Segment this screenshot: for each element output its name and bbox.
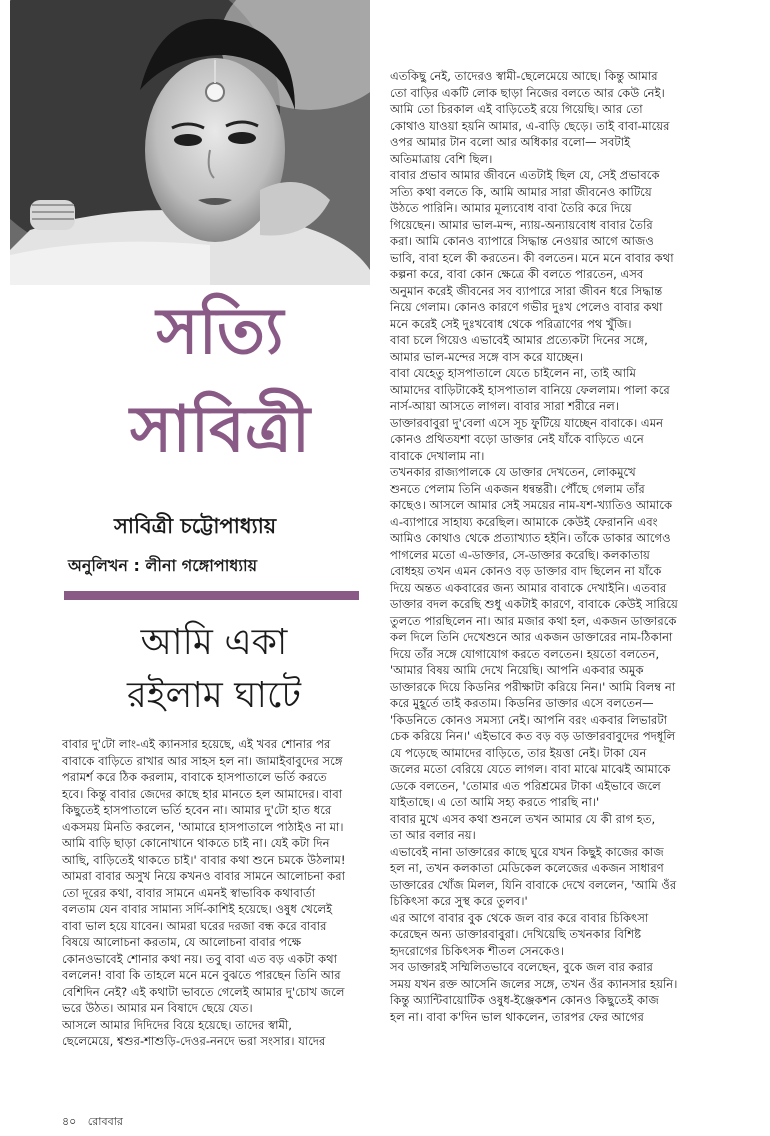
text-line: গিয়েছেন। আমার ভাল-মন্দ, ন্যায়-অন্যায়বোধ বাবার তৈরি xyxy=(390,217,653,232)
text-line: সব ডাক্তারই সম্মিলিতভাবে বলেছেন, বুকে জল বার করার xyxy=(390,960,653,974)
text-line: এর আগে বাবার বুক থেকে জল বার করে বাবার চিকিৎসা xyxy=(390,910,649,925)
text-line: যাইতাছে। এ তো আমি সহ্য করতে পারছি না।' xyxy=(390,795,600,809)
text-line: করা। আমি কোনও ব্যাপারে সিদ্ধান্ত নেওয়ার আগে আজও xyxy=(390,234,654,248)
text-line: দিয়ে তাঁর সঙ্গে যোগাযোগ করতে বলতেন। হয়তো বলতেন, xyxy=(390,646,660,661)
section-name: রোববার xyxy=(87,1115,123,1128)
text-line: কোনও প্রথিতযশা বড়ো ডাক্তার নেই যাঁকে বাড়িতে এনে xyxy=(390,432,644,446)
text-line: সত্যি কথা বলতে কি, আমি আমার সারা জীবনেও কাটিয়ে xyxy=(390,184,652,199)
text-line: অনুমান করেই জীবনের সব ব্যাপারে সারা জীবন ধরে সিদ্ধান্ত xyxy=(390,283,663,298)
text-line: চিকিৎসা করে সুস্থ করে তুলব।' xyxy=(390,894,528,908)
text-line: বাবার মুখে এসব কথা শুনলে তখন আমার যে কী রাগ হত, xyxy=(390,811,656,826)
text-line: আমাদের বাড়িটাকেই হাসপাতাল বানিয়ে ফেললাম। পালা করে xyxy=(390,382,670,397)
text-line: কিন্তু অ্যান্টিবায়োটিক ওষুধ-ইঞ্জেকশন কোনও কিছুতেই কাজ xyxy=(390,993,659,1007)
text-line: ডাক্তারবাবুরা দু'বেলা এসে সূচ ফুটিয়ে যাচ্ছেন বাবাকে। এমন xyxy=(390,415,664,430)
body-column-right xyxy=(390,68,750,1025)
text-line: কিছুতেই হাসপাতালে ভর্তি হবেন না। আমার দু'টো হাত ধরে xyxy=(62,803,332,817)
text-line: বিষয়ে আলোচনা করতাম, যে আলোচনা বাবার পক্ষে xyxy=(62,935,302,949)
text-line: ওপর আমার টান বলো আর অধিকার বলো— সবটাই xyxy=(390,135,631,149)
text-line: ভরে উঠত। আমার মন বিষাদে ছেয়ে যেত। xyxy=(62,1001,253,1015)
text-line: শুনতে পেলাম তিনি একজন ধন্বন্তরী। পৌঁছে গেলাম তাঁর xyxy=(390,481,645,496)
text-line: ডাক্তারকে দিয়ে কিডনির পরীক্ষাটা করিয়ে নিন।' আমি বিলম্ব না xyxy=(390,679,676,694)
text-line: 'কিডনিতে কোনও সমস্যা নেই। আপনি বরং একবার লিভারটা xyxy=(390,712,668,727)
page-number: ৪০ xyxy=(62,1115,77,1128)
text-line: চেক করিয়ে নিন।' এইভাবে কত বড় বড় ডাক্তারবাবুদের পদধূলি xyxy=(390,729,676,743)
title-line-2: সাবিত্রী xyxy=(129,392,311,467)
divider-rule xyxy=(64,591,359,600)
text-line: বাবা ভাল হয়ে যাবেন। আমরা ঘরের দরজা বন্ধ করে বাবার xyxy=(62,918,327,933)
text-line: মনে করেই সেই দুঃখবোধ থেকে পরিত্রাণের পথ খুঁজি। xyxy=(390,316,632,331)
text-line: কোথাও যাওয়া হয়নি আমার, এ-বাড়ি ছেড়ে। তাই বাবা-মায়ের xyxy=(390,118,670,133)
title-line-1: সত্যি xyxy=(156,294,284,369)
text-line: করেছেন অন্য ডাক্তারবাবুরা। দেখিয়েছি তখনকার বিশিষ্ট xyxy=(390,927,642,941)
text-line: বোধহয় তখন এমন কোনও বড় ডাক্তার বাদ ছিলেন না যাঁকে xyxy=(390,564,662,578)
text-line: বাবা যেহেতু হাসপাতালে যেতে চাইলেন না, তাই আমি xyxy=(390,366,636,380)
text-line: হৃদরোগের চিকিৎসক শীতল সেনকেও। xyxy=(390,943,565,958)
text-line: বাবাকে দেখালাম না। xyxy=(390,448,485,463)
text-line: দিয়ে অন্তত একবারের জন্য আমার বাবাকে দেখাইনি। এতবার xyxy=(390,580,667,595)
text-line: পাগলের মতো এ-ডাক্তার, সে-ডাক্তার করেছি। কলকাতায় xyxy=(390,547,650,562)
text-line: ডাক্তার বদল করেছি শুধু একটাই কারণে, বাবাকে কেউই সারিয়ে xyxy=(390,597,678,611)
text-line: তখনকার রাজ্যপালকে যে ডাক্তার দেখতেন, লোকমুখে xyxy=(390,465,636,479)
text-line: আমি বাড়ি ছাড়া কোনোখানে থাকতে চাই না। যেই কটা দিন xyxy=(62,836,330,850)
text-line: এভাবেই নানা ডাক্তারের কাছে ঘুরে যখন কিছুই কাজের কাজ xyxy=(390,844,664,859)
text-line: বাবার প্রভাব আমার জীবনে এতটাই ছিল যে, সেই প্রভাবকে xyxy=(390,168,660,182)
text-line: একসময় মিনতি করলেন, 'আমারে হাসপাতালে পাঠাইও না মা। xyxy=(62,819,344,834)
text-line: বাবাকে বাড়িতে রাখার আর সাহস হল না। জামাইবাবুদের সঙ্গে xyxy=(62,753,343,768)
text-line: কাছেও। আসলে আমার সেই সময়ের নাম-যশ-খ্যাতিও আমাকে xyxy=(390,498,673,512)
text-line: আমি তো চিরকাল এই বাড়িতেই রয়ে গিয়েছি। আর তো xyxy=(390,102,643,116)
headline-line-1: আমি একা xyxy=(140,622,288,663)
author-name: সাবিত্রী চট্টোপাধ্যায় xyxy=(114,514,277,538)
body-column-left xyxy=(62,736,370,1050)
text-line: বলতাম যেন বাবার সামান্য সর্দি-কাশিই হয়েছে। ওষুধ খেলেই xyxy=(62,902,333,916)
text-line: নিয়ে গেলাম। কোনও কারণে গভীর দুঃখ পেলেও বাবার কথা xyxy=(390,300,663,314)
transcription-credit: অনুলিখন : লীনা গঙ্গোপাধ্যায় xyxy=(68,556,258,575)
text-line: আমার ভাল-মন্দের সঙ্গে বাস করে যাচ্ছেন। xyxy=(390,349,584,364)
text-line: বললেন! বাবা কি তাহলে মনে মনে বুঝতে পারছেন তিনি আর xyxy=(62,968,341,982)
text-line: করে মুহূর্তে তাই করতাম। কিডনির ডাক্তার এসে বলতেন— xyxy=(390,696,654,710)
text-line: যে পড়েছে আমাদের বাড়িতে, তার ইয়ত্তা নেই। টাকা যেন xyxy=(390,745,647,760)
text-line: সময় যখন রক্ত আসেনি জলের সঙ্গে, তখন ওঁর ক্যানসার হয়নি। xyxy=(390,976,678,991)
text-line: হল না। বাবা ক'দিন ভাল থাকলেন, তারপর ফের আগের xyxy=(390,1009,644,1024)
text-line: তা আর বলার নয়। xyxy=(390,828,476,842)
text-line: হল না, তখন কলকাতা মেডিকেল কলেজের একজন সাধারণ xyxy=(390,861,664,875)
text-line: আছি, বাড়িতেই থাকতে চাই।' বাবার কথা শুনে চমকে উঠলাম! xyxy=(62,852,346,867)
portrait-photo xyxy=(10,0,370,285)
text-line: ছেলেমেয়ে, শ্বশুর-শাশুড়ি-দেওর-ননদে ভরা সংসার। যাদের xyxy=(62,1034,326,1048)
page-footer xyxy=(62,1113,131,1132)
text-line: আমিও কোথাও থেকে প্রত্যাখ্যাত হইনি। তাঁকে ডাকার আগেও xyxy=(390,531,671,545)
text-line: কল দিলে তিনি দেখেশুনে আর একজন ডাক্তারের নাম-ঠিকানা xyxy=(390,630,673,644)
text-line: বাবা চলে গিয়েও এভাবেই আমার প্রত্যেকটা দিনের সঙ্গে, xyxy=(390,333,648,347)
text-line: 'আমার বিষয় আমি দেখে নিয়েছি। আপনি একবার অমুক xyxy=(390,663,644,677)
text-line: ভাবি, বাবা হলে কী করতেন। কী বলতেন। মনে মনে বাবার কথা xyxy=(390,250,674,265)
text-line: ডেকে বলতেন, 'তোমার এত পরিশ্রমের টাকা এইভাবে জলে xyxy=(390,778,661,793)
text-line: বেশিদিন নেই? এই কথাটা ভাবতে গেলেই আমার দু'চোখ জলে xyxy=(62,984,345,999)
text-line: তুলতে পারছিলেন না। আর মজার কথা হল, একজন ডাক্তারকে xyxy=(390,613,677,628)
text-line: কল্পনা করে, বাবা কোন ক্ষেত্রে কী বলতে পারতেন, এসব xyxy=(390,267,644,281)
text-line: বাবার দু'টো লাং-এই ক্যানসার হয়েছে, এই খবর শোনার পর xyxy=(62,737,331,751)
text-line: আসলে আমার দিদিদের বিয়ে হয়েছে। তাদের স্বামী, xyxy=(62,1017,292,1032)
text-line: কোনওভাবেই শোনার কথা নয়। তবু বাবা এত বড় একটা কথা xyxy=(62,951,338,966)
text-line: তো দূরের কথা, বাবার সামনে এমনই স্বাভাবিক কথাবার্তা xyxy=(62,885,316,900)
text-line: উঠতে পারিনি। আমার মূল্যবোধ বাবা তৈরি করে দিয়ে xyxy=(390,201,632,215)
text-line: নার্স-আয়া আসতে লাগল। বাবার সারা শরীরে নল। xyxy=(390,399,619,413)
headline-line-2: রইলাম ঘাটে xyxy=(127,675,301,716)
text-line: অতিমাত্রায় বেশি ছিল। xyxy=(390,151,493,166)
text-line: ডাক্তারের খোঁজ মিলল, যিনি বাবাকে দেখে বললেন, 'আমি ওঁর xyxy=(390,877,677,892)
text-line: এতকিছু নেই, তাদেরও স্বামী-ছেলেমেয়ে আছে। কিন্তু আমার xyxy=(390,69,658,83)
text-line: পরামর্শ করে ঠিক করলাম, বাবাকে হাসপাতালে ভর্তি করতে xyxy=(62,770,327,784)
text-line: জলের মতো বেরিয়ে যেতে লাগল। বাবা মাঝে মাঝেই আমাকে xyxy=(390,762,671,776)
portrait-illustration xyxy=(10,0,370,285)
text-line: এ-ব্যাপারে সাহায্য করেছিল। আমাকে কেউই ফেরাননি এবং xyxy=(390,514,658,529)
text-line: হবে। কিন্তু বাবার জেদের কাছে হার মানতে হল আমাদের। বাবা xyxy=(62,786,343,801)
text-line: আমরা বাবার অসুখ নিয়ে কখনও বাবার সামনে আলোচনা করা xyxy=(62,869,346,883)
text-line: তো বাড়ির একটি লোক ছাড়া নিজের বলতে আর কেউ নেই। xyxy=(390,85,665,100)
